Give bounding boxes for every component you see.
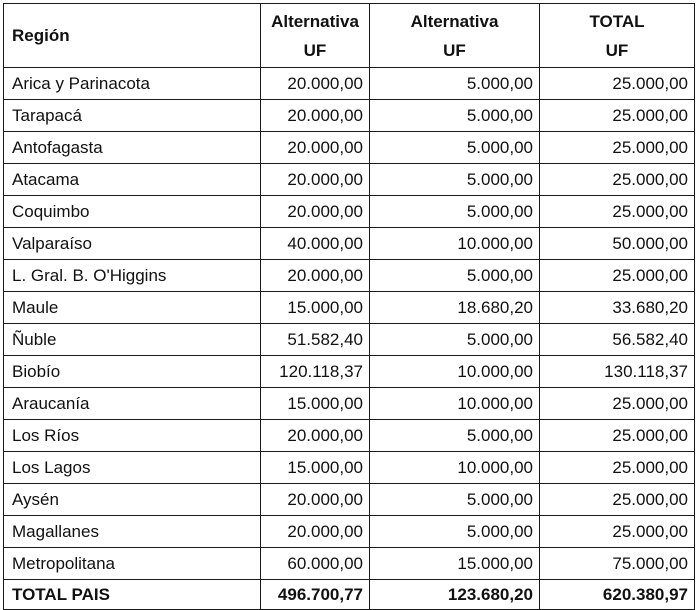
total-row	[4, 580, 695, 610]
alternative-2-value: 10.000,00	[370, 388, 540, 420]
total-value: 75.000,00	[540, 548, 695, 580]
total-pais-label: TOTAL PAIS	[4, 580, 261, 610]
region-name: L. Gral. B. O'Higgins	[4, 260, 261, 292]
alternative-1-value: 20.000,00	[261, 196, 370, 228]
total-value: 25.000,00	[540, 132, 695, 164]
alternative-1-value: 60.000,00	[261, 548, 370, 580]
alternative-1-value: 20.000,00	[261, 100, 370, 132]
region-name: Valparaíso	[4, 228, 261, 260]
alternative-1-header-label: Alternativa	[271, 11, 359, 31]
region-name: Maule	[4, 292, 261, 324]
alternative-2-value: 5.000,00	[370, 164, 540, 196]
total-value: 130.118,37	[540, 356, 695, 388]
alternative-1-column-header	[261, 4, 370, 68]
total-value: 25.000,00	[540, 484, 695, 516]
table-row	[4, 292, 695, 324]
alternative-1-value: 15.000,00	[261, 388, 370, 420]
alternative-2-value: 5.000,00	[370, 132, 540, 164]
total-value: 25.000,00	[540, 68, 695, 100]
alternative-2-header-unit: UF	[443, 40, 466, 60]
alternative-2-column-header	[370, 4, 540, 68]
total-alternative-2-value: 123.680,20	[370, 580, 540, 610]
alternative-1-value: 20.000,00	[261, 484, 370, 516]
alternative-2-value: 5.000,00	[370, 420, 540, 452]
alternative-2-value: 5.000,00	[370, 196, 540, 228]
alternative-1-value: 15.000,00	[261, 452, 370, 484]
alternative-2-header-label: Alternativa	[410, 11, 499, 31]
table-row	[4, 100, 695, 132]
total-value: 33.680,20	[540, 292, 695, 324]
region-name: Arica y Parinacota	[4, 68, 261, 100]
table-row	[4, 420, 695, 452]
total-column-header	[540, 4, 695, 68]
alternative-1-value: 20.000,00	[261, 164, 370, 196]
region-name: Antofagasta	[4, 132, 261, 164]
alternative-2-value: 18.680,20	[370, 292, 540, 324]
alternative-2-value: 10.000,00	[370, 356, 540, 388]
alternative-1-value: 20.000,00	[261, 420, 370, 452]
total-value: 25.000,00	[540, 388, 695, 420]
table-row	[4, 356, 695, 388]
table-row	[4, 484, 695, 516]
table-row	[4, 132, 695, 164]
total-value: 50.000,00	[540, 228, 695, 260]
total-value: 25.000,00	[540, 100, 695, 132]
region-name: Magallanes	[4, 516, 261, 548]
alternative-2-value: 5.000,00	[370, 516, 540, 548]
region-column-header: Región	[4, 4, 261, 68]
table-row	[4, 388, 695, 420]
region-name: Los Lagos	[4, 452, 261, 484]
total-value: 25.000,00	[540, 260, 695, 292]
region-name: Tarapacá	[4, 100, 261, 132]
alternative-1-value: 51.582,40	[261, 324, 370, 356]
header-row	[4, 4, 695, 68]
region-name: Los Ríos	[4, 420, 261, 452]
alternative-2-value: 5.000,00	[370, 68, 540, 100]
table-row	[4, 164, 695, 196]
alternative-1-value: 15.000,00	[261, 292, 370, 324]
alternative-1-value: 20.000,00	[261, 68, 370, 100]
region-name: Coquimbo	[4, 196, 261, 228]
table-row	[4, 228, 695, 260]
alternative-1-value: 120.118,37	[261, 356, 370, 388]
budget-table	[3, 3, 695, 610]
table-row	[4, 324, 695, 356]
total-value: 25.000,00	[540, 196, 695, 228]
table-row	[4, 452, 695, 484]
table-row	[4, 548, 695, 580]
grand-total-value: 620.380,97	[540, 580, 695, 610]
alternative-2-value: 15.000,00	[370, 548, 540, 580]
total-value: 56.582,40	[540, 324, 695, 356]
alternative-1-value: 20.000,00	[261, 260, 370, 292]
table-row	[4, 260, 695, 292]
alternative-1-header-unit: UF	[303, 40, 327, 60]
table-row	[4, 68, 695, 100]
alternative-1-value: 20.000,00	[261, 132, 370, 164]
total-value: 25.000,00	[540, 420, 695, 452]
region-name: Atacama	[4, 164, 261, 196]
total-header-label: TOTAL	[589, 11, 645, 31]
region-name: Aysén	[4, 484, 261, 516]
region-name: Biobío	[4, 356, 261, 388]
region-name: Metropolitana	[4, 548, 261, 580]
region-name: Ñuble	[4, 324, 261, 356]
total-value: 25.000,00	[540, 516, 695, 548]
total-header-unit: UF	[605, 40, 629, 60]
alternative-2-value: 5.000,00	[370, 484, 540, 516]
table-footer	[4, 580, 695, 610]
alternative-1-value: 20.000,00	[261, 516, 370, 548]
table-row	[4, 516, 695, 548]
alternative-1-value: 40.000,00	[261, 228, 370, 260]
table-row	[4, 196, 695, 228]
table-body	[4, 68, 695, 580]
total-value: 25.000,00	[540, 452, 695, 484]
region-name: Araucanía	[4, 388, 261, 420]
alternative-2-value: 5.000,00	[370, 100, 540, 132]
total-alternative-1-value: 496.700,77	[261, 580, 370, 610]
alternative-2-value: 5.000,00	[370, 260, 540, 292]
alternative-2-value: 10.000,00	[370, 228, 540, 260]
alternative-2-value: 5.000,00	[370, 324, 540, 356]
alternative-2-value: 10.000,00	[370, 452, 540, 484]
table-header	[4, 4, 695, 68]
total-value: 25.000,00	[540, 164, 695, 196]
